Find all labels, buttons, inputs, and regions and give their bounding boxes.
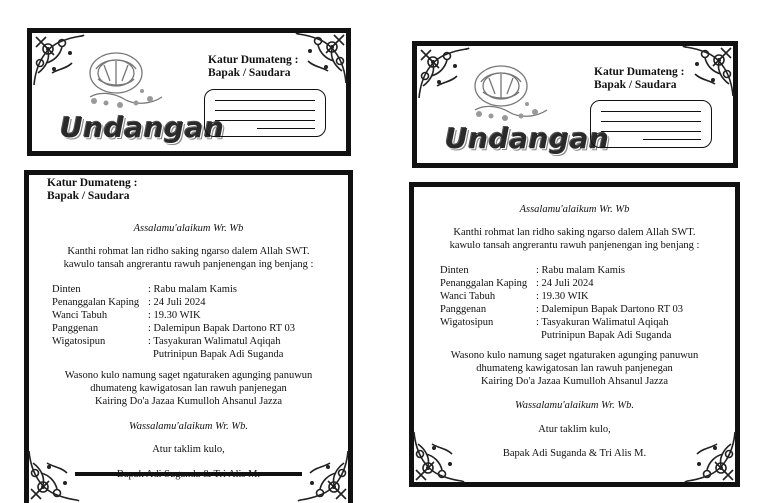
envelope-heading-block bbox=[208, 54, 299, 80]
address-line bbox=[257, 128, 315, 129]
atur-taklim: Atur taklim kulo, bbox=[538, 424, 611, 435]
detail-value: : 19.30 WIK bbox=[536, 291, 589, 302]
detail-row bbox=[440, 277, 683, 290]
address-line bbox=[643, 139, 701, 140]
detail-row bbox=[52, 283, 295, 296]
detail-row bbox=[440, 329, 683, 342]
detail-continuation: Putrinipun Bapak Adi Suganda bbox=[541, 330, 672, 341]
detail-label: Wigatosipun bbox=[52, 336, 106, 347]
address-line bbox=[215, 120, 315, 121]
detail-row bbox=[52, 309, 295, 322]
detail-value: : Tasyakuran Walimatul Aqiqah bbox=[536, 317, 669, 328]
detail-row bbox=[440, 264, 683, 277]
address-line bbox=[215, 100, 315, 101]
floral-corner-top-right-icon bbox=[681, 44, 735, 98]
floral-corner-bottom-right-icon bbox=[683, 430, 737, 484]
letter-card-right bbox=[409, 182, 740, 487]
intro-line: Kanthi rohmat lan ridho saking ngarso dalem Allah SWT. bbox=[453, 227, 696, 238]
address-box bbox=[590, 100, 712, 148]
event-details bbox=[52, 283, 295, 361]
envelope-heading: Katur Dumateng : bbox=[594, 66, 685, 78]
detail-label: Panggenan bbox=[440, 304, 487, 315]
closing-line: Kairing Do'a Jazaa Kumulloh Ahsanul Jazza bbox=[480, 376, 669, 387]
bottom-border-bar bbox=[75, 472, 302, 476]
detail-value: : Dalemipun Bapak Dartono RT 03 bbox=[536, 304, 684, 315]
letter-heading: Katur Dumateng : bbox=[47, 177, 138, 189]
letter-heading-block bbox=[47, 177, 138, 203]
envelope-recipient: Bapak / Saudara bbox=[208, 67, 291, 79]
address-line bbox=[601, 121, 701, 122]
closing-line: Wasono kulo namung saget ngaturaken agunging panuwun bbox=[64, 370, 313, 381]
closing-line: dhumateng kawigatosan lan rawuh panjenegan bbox=[90, 383, 287, 394]
envelope-title: Undangan bbox=[445, 122, 610, 155]
closing-text bbox=[29, 369, 348, 408]
floral-corner-top-left-icon bbox=[417, 46, 471, 100]
detail-label: Penanggalan Kaping bbox=[440, 278, 528, 289]
detail-value: : Rabu malam Kamis bbox=[536, 265, 625, 276]
address-line bbox=[215, 110, 315, 111]
floral-corner-top-left-icon bbox=[32, 33, 86, 87]
detail-label: Wanci Tabuh bbox=[52, 310, 108, 321]
intro-line: kawulo tansah angrerantu rawuh panjenengan ing benjang : bbox=[449, 240, 700, 251]
intro-text bbox=[414, 226, 735, 252]
greeting: Assalamu'alaikum Wr. Wb bbox=[519, 204, 630, 215]
floral-corner-bottom-left-icon bbox=[27, 449, 81, 503]
letter-card-left bbox=[24, 170, 353, 503]
envelope-recipient: Bapak / Saudara bbox=[594, 79, 677, 91]
closing-line: Wasono kulo namung saget ngaturaken agunging panuwun bbox=[450, 350, 699, 361]
detail-label: Dinten bbox=[440, 265, 469, 276]
envelope-card-right bbox=[412, 41, 738, 168]
detail-label: Dinten bbox=[52, 284, 81, 295]
atur-taklim: Atur taklim kulo, bbox=[152, 444, 225, 455]
detail-value: : 24 Juli 2024 bbox=[148, 297, 206, 308]
detail-row bbox=[52, 322, 295, 335]
ornament-illustration-icon bbox=[465, 60, 551, 124]
intro-text bbox=[29, 245, 348, 271]
detail-label: Panggenan bbox=[52, 323, 99, 334]
detail-label: Wigatosipun bbox=[440, 317, 494, 328]
address-box bbox=[204, 89, 326, 137]
detail-row bbox=[52, 335, 295, 348]
detail-value: : Dalemipun Bapak Dartono RT 03 bbox=[148, 323, 296, 334]
detail-row bbox=[440, 316, 683, 329]
signature: Bapak Adi Suganda & Tri Alis M. bbox=[502, 448, 647, 459]
detail-value: : Rabu malam Kamis bbox=[148, 284, 237, 295]
closing-line: Kairing Do'a Jazaa Kumulloh Ahsanul Jazza bbox=[94, 396, 283, 407]
intro-line: Kanthi rohmat lan ridho saking ngarso dalem Allah SWT. bbox=[67, 246, 310, 257]
detail-value: : 19.30 WIK bbox=[148, 310, 201, 321]
floral-corner-bottom-left-icon bbox=[412, 430, 466, 484]
intro-line: kawulo tansah angrerantu rawuh panjenengan ing benjang : bbox=[63, 259, 314, 270]
floral-corner-top-right-icon bbox=[294, 31, 348, 85]
envelope-heading: Katur Dumateng : bbox=[208, 54, 299, 66]
detail-label: Wanci Tabuh bbox=[440, 291, 496, 302]
address-line bbox=[601, 131, 701, 132]
detail-label: Penanggalan Kaping bbox=[52, 297, 140, 308]
detail-value: : 24 Juli 2024 bbox=[536, 278, 594, 289]
floral-corner-bottom-right-icon bbox=[296, 449, 350, 503]
detail-value: : Tasyakuran Walimatul Aqiqah bbox=[148, 336, 281, 347]
event-details bbox=[440, 264, 683, 342]
envelope-title: Undangan bbox=[60, 111, 225, 144]
address-line bbox=[601, 111, 701, 112]
envelope-heading-block bbox=[594, 66, 685, 92]
greeting: Assalamu'alaikum Wr. Wb bbox=[133, 223, 244, 234]
closing-text bbox=[414, 349, 735, 388]
ornament-illustration-icon bbox=[80, 47, 166, 111]
letter-recipient: Bapak / Saudara bbox=[47, 190, 130, 202]
salam-penutup: Wassalamu'alaikum Wr. Wb. bbox=[514, 400, 635, 411]
detail-row bbox=[52, 296, 295, 309]
envelope-card-left bbox=[27, 28, 351, 156]
salam-penutup: Wassalamu'alaikum Wr. Wb. bbox=[128, 421, 249, 432]
detail-continuation: Putrinipun Bapak Adi Suganda bbox=[153, 349, 284, 360]
detail-row bbox=[52, 348, 295, 361]
detail-row bbox=[440, 290, 683, 303]
detail-row bbox=[440, 303, 683, 316]
closing-line: dhumateng kawigatosan lan rawuh panjenegan bbox=[476, 363, 673, 374]
